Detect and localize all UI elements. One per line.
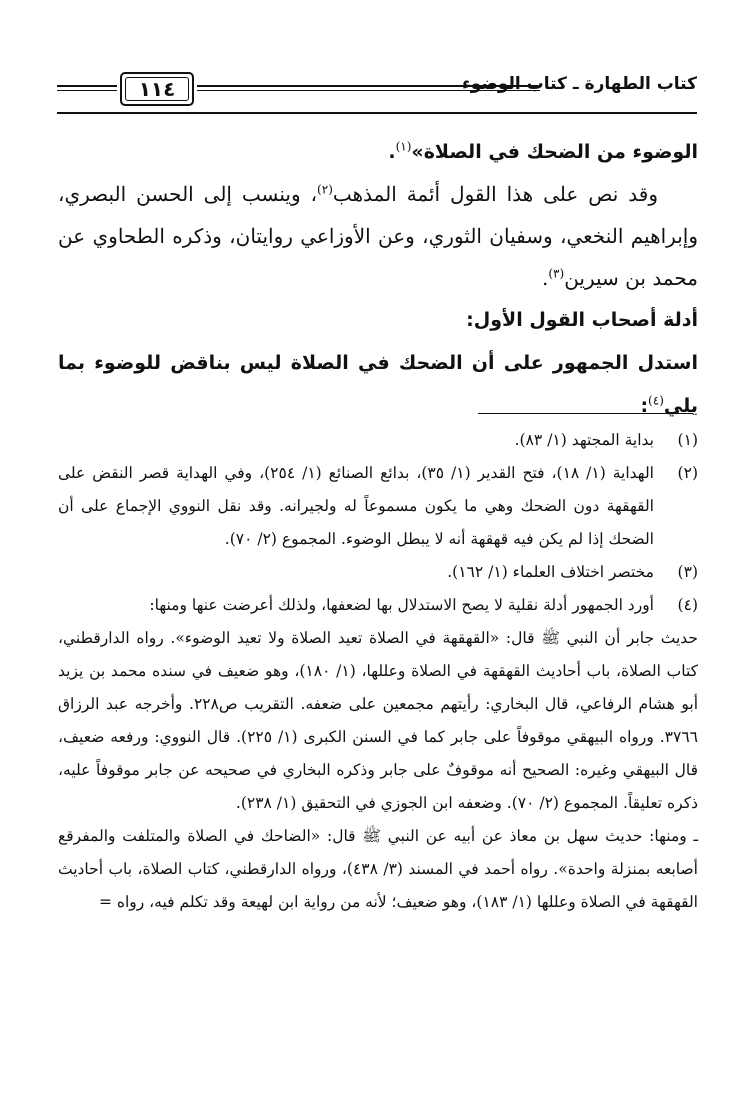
- section-heading: أدلة أصحاب القول الأول:: [466, 309, 698, 331]
- punctuation: :: [640, 395, 649, 417]
- footnote-number: (٢): [677, 464, 698, 482]
- page-header: [57, 72, 697, 120]
- footnote-4-paragraph-2: ـ ومنها: حديث سهل بن معاذ عن أبيه عن النبي ﷺ قال: «الضاحك في الصلاة والمتلفت والمفرقع أصابعه بمنزلة واحدة». رواه أحمد في المسند (٣/ ٤٣٨)، ورواه الدارقطني، كتاب الصلاة، باب أحاديث القهقهة في الصلاة وعللها (١/ ١٨٣)، وهو ضعيف؛ لأنه من رواية ابن لهيعة وقد تكلم فيه، رواه =: [58, 827, 698, 911]
- footnote-text: بداية المجتهد (١/ ٨٣).: [514, 431, 654, 449]
- page-number-box: [120, 72, 194, 106]
- footnotes: [58, 424, 698, 919]
- book-title: كتاب الطهارة ـ كتاب الوضوء: [462, 74, 697, 94]
- footnote-3: [58, 556, 698, 589]
- main-line-1: [58, 130, 698, 173]
- footnote-ref-1: (١): [395, 139, 412, 154]
- bold-paragraph-text: استدل الجمهور على أن الضحك في الصلاة ليس بناقض للوضوء بما يلي: [58, 352, 698, 417]
- footnote-number: (٣): [677, 563, 698, 581]
- header-underline: [57, 112, 697, 114]
- punctuation: .: [388, 141, 396, 163]
- footnote-number: (٤): [677, 596, 698, 614]
- footnote-number: (١): [677, 431, 698, 449]
- header-rule-left: [57, 85, 117, 91]
- paragraph-text: ، وينسب إلى الحسن البصري، وإبراهيم النخعي، وسفيان الثوري، وعن الأوزاعي روايتان، وذكره الطحاوي عن محمد بن سيرين: [58, 182, 698, 290]
- footnote-ref-4: (٤): [648, 393, 664, 408]
- footnote-ref-3: (٣): [548, 266, 565, 281]
- footnote-4: [58, 589, 698, 622]
- punctuation: .: [542, 266, 549, 290]
- main-paragraph-2: [58, 173, 698, 299]
- paragraph-text: وقد نص على هذا القول أئمة المذهب: [332, 182, 658, 206]
- footnote-separator: [478, 413, 693, 414]
- footnote-4-paragraph-1: حديث جابر أن النبي ﷺ قال: «القهقهة في الصلاة تعيد الصلاة ولا تعيد الوضوء». رواه الدارقطني، كتاب الصلاة، باب أحاديث القهقهة في الصلاة وعللها، (١/ ١٨٠)، وهو ضعيف في سنده محمد بن يزيد أبو هشام الرفاعي، قال البخاري: رأيتهم مجمعين على ضعفه. التقريب ص٢٢٨. وأخرجه عبد الرزاق ٣٧٦٦. ورواه البيهقي موقوفاً على جابر كما في السنن الكبرى (١/ ٢٢٥). قال النووي: ورفعه ضعيف، قال البيهقي وغيره: الصحيح أنه موقوفٌ على جابر وذكره البخاري في صحيحه عن جابر موقوفاً عليه، ذكره تعليقاً. المجموع (٢/ ٧٠). وضعفه ابن الجوزي في التحقيق (١/ ٢٣٨).: [58, 629, 699, 812]
- bold-quote-end: الوضوء من الضحك في الصلاة»: [411, 141, 698, 163]
- footnote-1: [58, 424, 698, 457]
- footnote-text: الهداية (١/ ١٨)، فتح القدير (١/ ٣٥)، بدائع الصنائع (١/ ٢٥٤)، وفي الهداية قصر النقض على القهقهة دون الضحك وهي ما يكون مسموعاً له ولجيرانه. وقد نقل النووي الإجماع على أن الضحك إذا لم يكن فيه قهقهة أنه لا يبطل الوضوء. المجموع (٢/ ٧٠).: [58, 464, 654, 548]
- header-rule-right: [197, 85, 540, 91]
- page-number: ١١٤: [138, 77, 176, 101]
- footnote-2: [58, 457, 698, 556]
- footnote-text: أورد الجمهور أدلة نقلية لا يصح الاستدلال بها لضعفها، ولذلك أعرضت عنها ومنها:: [149, 596, 654, 614]
- footnote-ref-2: (٢): [317, 182, 333, 197]
- main-paragraph-3: [58, 341, 698, 427]
- footnote-text: مختصر اختلاف العلماء (١/ ١٦٢).: [447, 563, 654, 581]
- main-text: [58, 130, 698, 427]
